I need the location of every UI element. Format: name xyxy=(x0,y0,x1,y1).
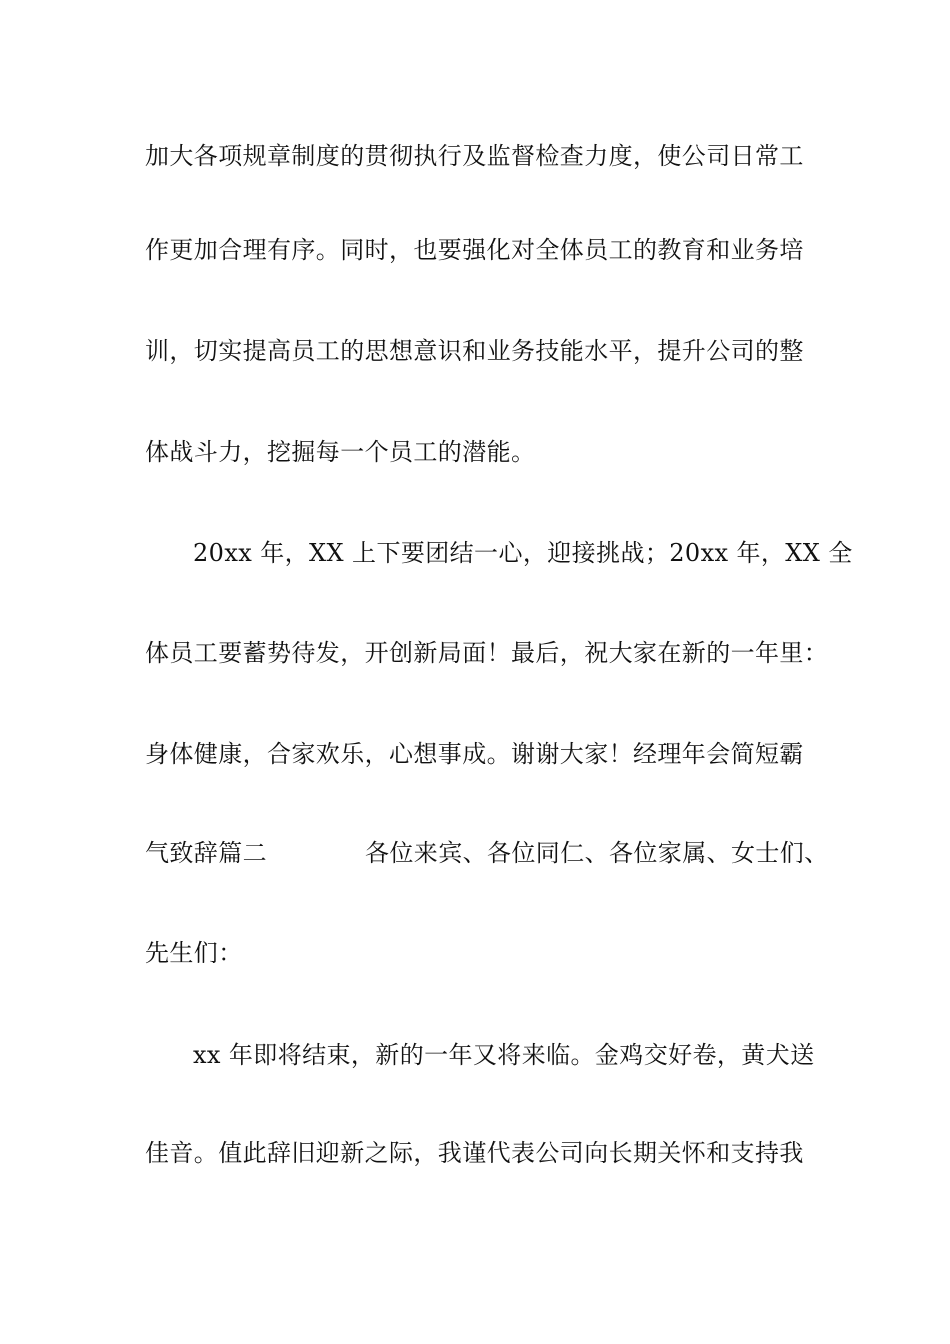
salutation: 各位来宾、各位同仁、各位家属、女士们、 xyxy=(365,839,829,867)
text-line-5: 20xx 年，XX 上下要团结一心，迎接挑战；20xx 年，XX 全 xyxy=(193,539,853,567)
section-heading: 气致辞篇二 xyxy=(145,839,267,867)
text-line-9: 先生们： xyxy=(145,939,243,967)
text-line-10: xx 年即将结束，新的一年又将来临。金鸡交好卷，黄犬送 xyxy=(193,1041,815,1069)
text-line-7: 身体健康，合家欢乐，心想事成。谢谢大家！经理年会简短霸 xyxy=(145,740,804,768)
text-line-1: 加大各项规章制度的贯彻执行及监督检查力度，使公司日常工 xyxy=(145,142,804,170)
text-line-2: 作更加合理有序。同时，也要强化对全体员工的教育和业务培 xyxy=(145,236,804,264)
text-line-8 xyxy=(145,837,845,869)
text-line-4: 体战斗力，挖掘每一个员工的潜能。 xyxy=(145,438,536,466)
text-line-6: 体员工要蓄势待发，开创新局面！最后，祝大家在新的一年里： xyxy=(145,639,829,667)
text-line-11: 佳音。值此辞旧迎新之际，我谨代表公司向长期关怀和支持我 xyxy=(145,1139,804,1167)
text-line-3: 训，切实提高员工的思想意识和业务技能水平，提升公司的整 xyxy=(145,337,804,365)
